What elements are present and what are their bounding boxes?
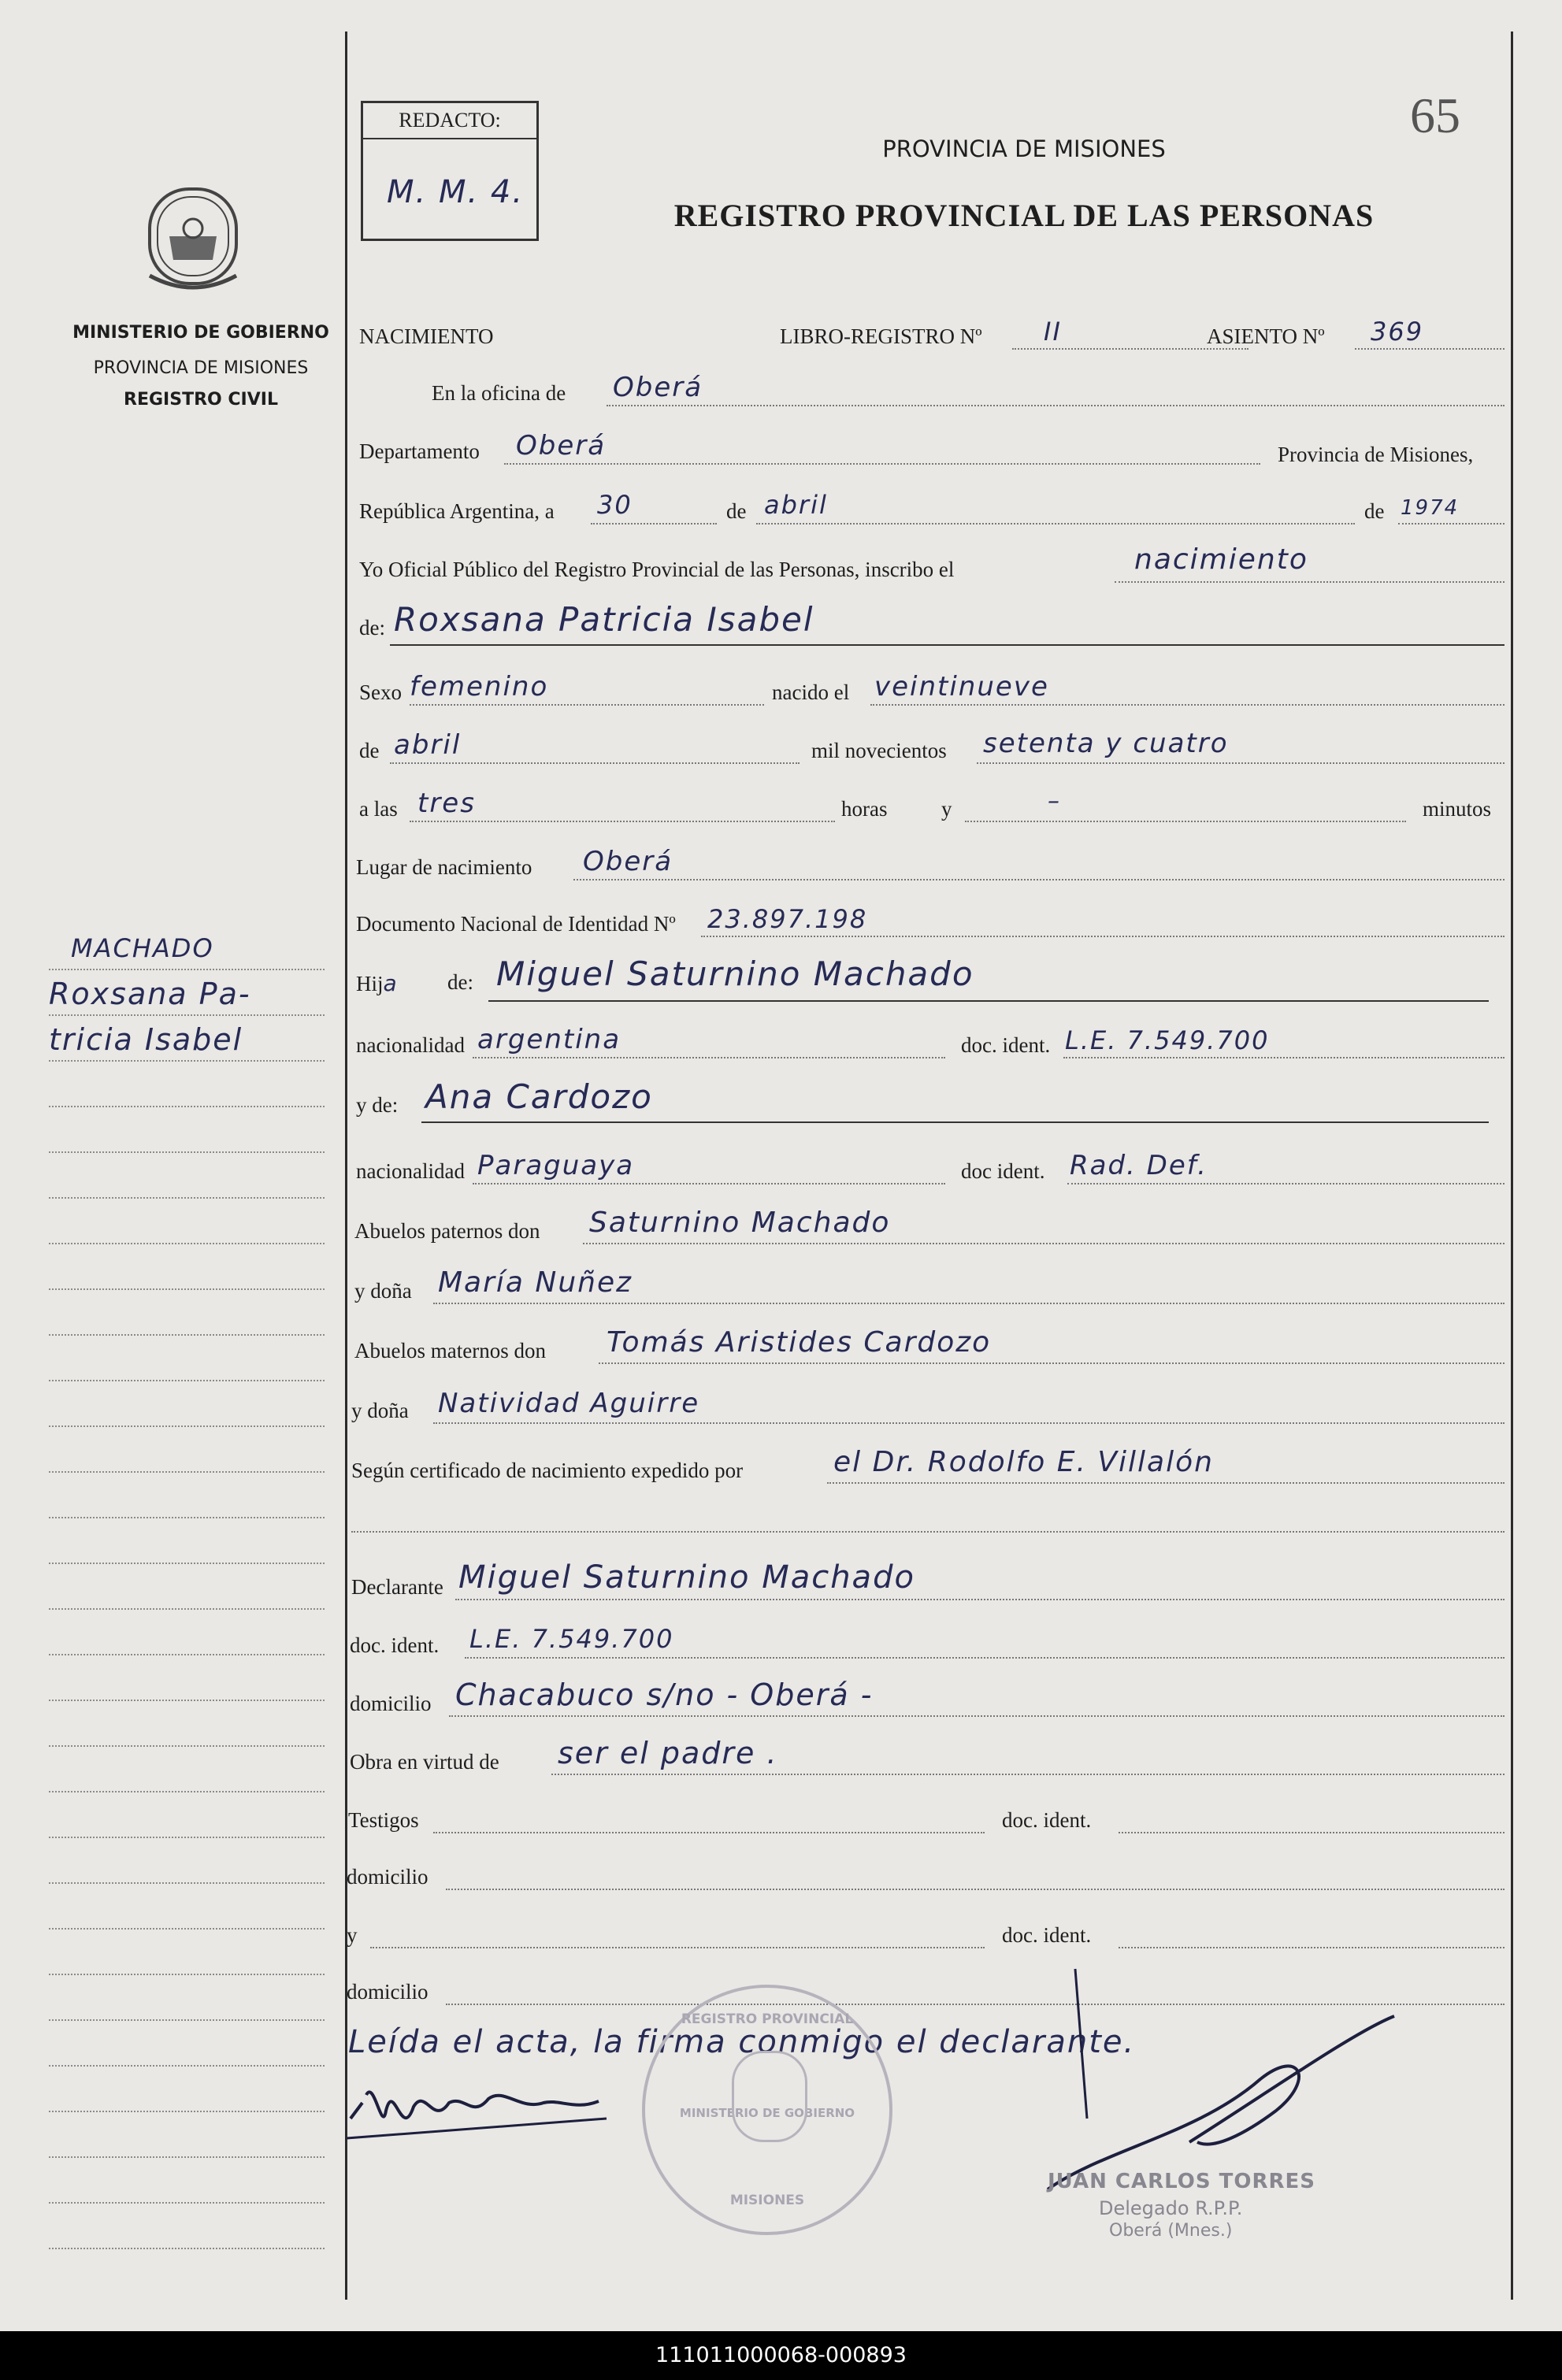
frame-left-line [345,32,347,2300]
frame-right-line [1511,32,1513,2300]
anio-letras-value: setenta y cuatro [983,728,1229,759]
hija-prefix: Hij [356,972,384,995]
inscribo-label: Yo Oficial Público del Registro Provincial de las Personas, inscribo el [359,558,955,581]
field-underline [473,1057,945,1058]
field-underline [607,405,1504,406]
father-underline [488,1000,1489,1002]
margin-rule [49,2065,325,2067]
margin-rule [49,1380,325,1381]
mother-doc: Rad. Def. [1070,1150,1208,1181]
capacity-label: Obra en virtud de [350,1750,499,1774]
dni-value: 23.897.198 [707,904,868,934]
margin-rule [49,2202,325,2204]
provincia-label: Provincia de Misiones, [1278,443,1474,466]
father-nationality: argentina [477,1024,621,1055]
dni-label: Documento Nacional de Identidad Nº [356,912,676,936]
margin-rule [49,2248,325,2249]
redacto-label: REDACTO: [363,103,536,139]
alas-label: a las [359,797,398,821]
page-number: 65 [1410,87,1460,143]
margin-rule [49,1654,325,1655]
margin-note-line-1: MACHADO [71,933,214,963]
declarant-doc-label: doc. ident. [350,1633,440,1657]
father-doc: L.E. 7.549.700 [1065,1025,1270,1055]
margin-rule [49,1928,325,1930]
registry-round-seal [642,1985,892,2235]
nacido-value: veintinueve [874,671,1049,703]
hija-suffix: a [383,970,399,996]
father-nationality-label: nacionalidad [356,1033,465,1057]
asiento-label: ASIENTO Nº [1207,324,1325,348]
certificate-label: Según certificado de nacimiento expedido por [351,1459,744,1482]
mother-nationality: Paraguaya [477,1150,635,1181]
margin-rule [49,1791,325,1792]
mes2-de-label: de [359,739,380,762]
field-underline [410,821,835,822]
margin-rule [49,1106,325,1107]
field-underline [756,523,1355,525]
margin-rule [49,1700,325,1701]
anio-de-label: de [1364,499,1385,523]
nacido-label: nacido el [772,680,850,704]
domicile-label: domicilio [350,1692,432,1715]
dia-value: 30 [597,490,633,520]
paternal-grandmother-label: y doña [354,1279,412,1303]
margin-rule [49,1288,325,1290]
margin-rule [49,2156,325,2158]
oficina-label: En la oficina de [432,381,566,405]
margin-rule [49,1974,325,1975]
horas-text: horas [841,797,888,821]
mother-doc-label: doc ident. [961,1159,1045,1183]
field-underline [504,463,1260,465]
hora-value: tres [417,788,476,819]
margin-rule [49,1425,325,1427]
field-underline [1063,1057,1504,1058]
field-underline [1355,348,1504,350]
field-underline [455,1599,1504,1600]
margin-rule [49,1014,325,1016]
child-name: Roxsana Patricia Isabel [394,600,814,639]
libro-value: II [1044,317,1062,347]
margin-rule [49,1745,325,1747]
field-underline [583,1243,1504,1244]
redacto-box [361,101,539,241]
inscribo-value: nacimiento [1134,543,1308,576]
sidebar-registry: REGISTRO CIVIL [124,390,278,410]
margin-rule [49,1243,325,1244]
margin-rule [49,1151,325,1153]
witness2-domicile-label: domicilio [347,1980,429,2004]
sidebar-province: PROVINCIA DE MISIONES [93,358,309,378]
declarant-label: Declarante [351,1575,443,1599]
field-underline [870,704,1504,706]
witness-doc-label: doc. ident. [1002,1808,1092,1832]
witness-domicile-label: domicilio [347,1865,429,1889]
field-underline [370,1947,985,1948]
field-underline [1067,1183,1504,1184]
mother-name: Ana Cardozo [425,1077,653,1116]
field-underline [573,879,1504,880]
anio-value: 1974 [1401,496,1460,520]
hija-de-label: de: [447,970,473,994]
sexo-value: femenino [410,671,549,703]
field-underline [1119,1832,1504,1833]
field-underline [433,1303,1504,1304]
paternal-grandfather-label: Abuelos paternos don [354,1219,540,1243]
departamento-label: Departamento [359,439,480,463]
margin-rule [49,1334,325,1336]
margin-rule [49,1517,325,1518]
republica-label: República Argentina, a [359,499,555,523]
field-underline [446,1889,1504,1890]
officer-role: Delegado R.P.P. [1099,2197,1243,2219]
minutos-value: – [1048,788,1061,815]
margin-rule [49,969,325,970]
mother-label: y de: [356,1093,399,1117]
nombre-de-label: de: [359,616,385,639]
margin-rule [49,2019,325,2021]
redacto-initials: M. M. 4. [387,174,525,210]
lugar-label: Lugar de nacimiento [356,855,532,879]
seal-emblem [732,2051,807,2142]
field-underline [701,936,1504,937]
paternal-grandfather: Saturnino Machado [589,1207,891,1239]
margin-note-line-3: tricia Isabel [49,1022,243,1057]
field-underline [410,704,764,706]
sexo-label: Sexo [359,680,402,704]
province-heading: PROVINCIA DE MISIONES [882,135,1166,162]
witness2-doc-label: doc. ident. [1002,1923,1092,1947]
capacity-value: ser el padre . [558,1736,778,1770]
departamento-value: Oberá [516,430,607,462]
mother-nationality-label: nacionalidad [356,1159,465,1183]
mes-value: abril [764,490,828,520]
seal-text-top: REGISTRO PROVINCIAL [681,2011,854,2027]
field-underline [433,1832,985,1833]
maternal-grandmother-label: y doña [351,1399,409,1422]
registry-title: REGISTRO PROVINCIAL DE LAS PERSONAS [673,198,1375,233]
margin-note-line-2: Roxsana Pa- [49,977,251,1011]
seal-text-bottom: MISIONES [729,2193,805,2208]
field-underline [591,523,717,525]
margin-rule [49,1563,325,1564]
field-underline [390,762,800,764]
witness2-label: y [347,1923,358,1947]
document-code: 111011000068-000893 [0,2331,1562,2380]
declarant-signature [339,2063,622,2158]
father-doc-label: doc. ident. [961,1033,1051,1057]
field-underline [827,1482,1504,1484]
field-underline [1398,523,1504,525]
asiento-value: 369 [1371,317,1424,347]
field-underline [965,821,1406,822]
hija-label [356,970,399,996]
declarant-doc: L.E. 7.549.700 [469,1624,674,1654]
name-underline [390,644,1504,646]
mes2-value: abril [394,729,462,761]
margin-rule [49,2111,325,2112]
mil-label: mil novecientos [811,739,947,762]
horas-label [841,797,887,821]
field-underline [433,1422,1504,1424]
maternal-grandmother: Natividad Aguirre [438,1388,700,1419]
margin-rule [49,1608,325,1610]
seal-text-middle: MINISTERIO DE GOBIERNO [679,2106,855,2120]
field-underline [977,762,1504,764]
paternal-grandmother: María Nuñez [438,1266,633,1299]
minutos-label: minutos [1423,797,1492,821]
maternal-grandfather-label: Abuelos maternos don [354,1339,546,1362]
margin-rule [49,1197,325,1199]
closing-statement: Leída el acta, la firma conmigo el declarante. [348,2024,1136,2060]
field-underline [1115,581,1504,583]
witnesses-label: Testigos [348,1808,419,1832]
coat-of-arms-seal [134,173,252,299]
margin-rule [49,1837,325,1838]
field-underline [473,1183,945,1184]
ministry-heading: MINISTERIO DE GOBIERNO [72,323,329,343]
father-name: Miguel Saturnino Machado [496,955,974,993]
y-label: y [941,797,952,821]
mes-de-label: de [726,499,747,523]
officer-name: JUAN CARLOS TORRES [1048,2170,1316,2193]
maternal-grandfather: Tomás Aristides Cardozo [607,1326,992,1359]
field-underline [551,1774,1504,1775]
margin-rule [49,1882,325,1884]
certificate-value: el Dr. Rodolfo E. Villalón [833,1446,1214,1478]
field-underline [465,1657,1504,1659]
field-underline [599,1362,1504,1364]
lugar-value: Oberá [583,846,673,877]
margin-rule [49,1060,325,1062]
officer-place: Oberá (Mnes.) [1109,2221,1233,2241]
field-underline [351,1531,1504,1533]
margin-rule [49,1471,325,1473]
oficina-value: Oberá [613,372,703,403]
mother-underline [421,1121,1489,1123]
record-type: NACIMIENTO [359,324,494,348]
libro-label: LIBRO-REGISTRO Nº [780,324,982,348]
declarant-name: Miguel Saturnino Machado [458,1559,915,1596]
domicile-value: Chacabuco s/no - Oberá - [455,1677,874,1712]
field-underline [449,1715,1504,1717]
